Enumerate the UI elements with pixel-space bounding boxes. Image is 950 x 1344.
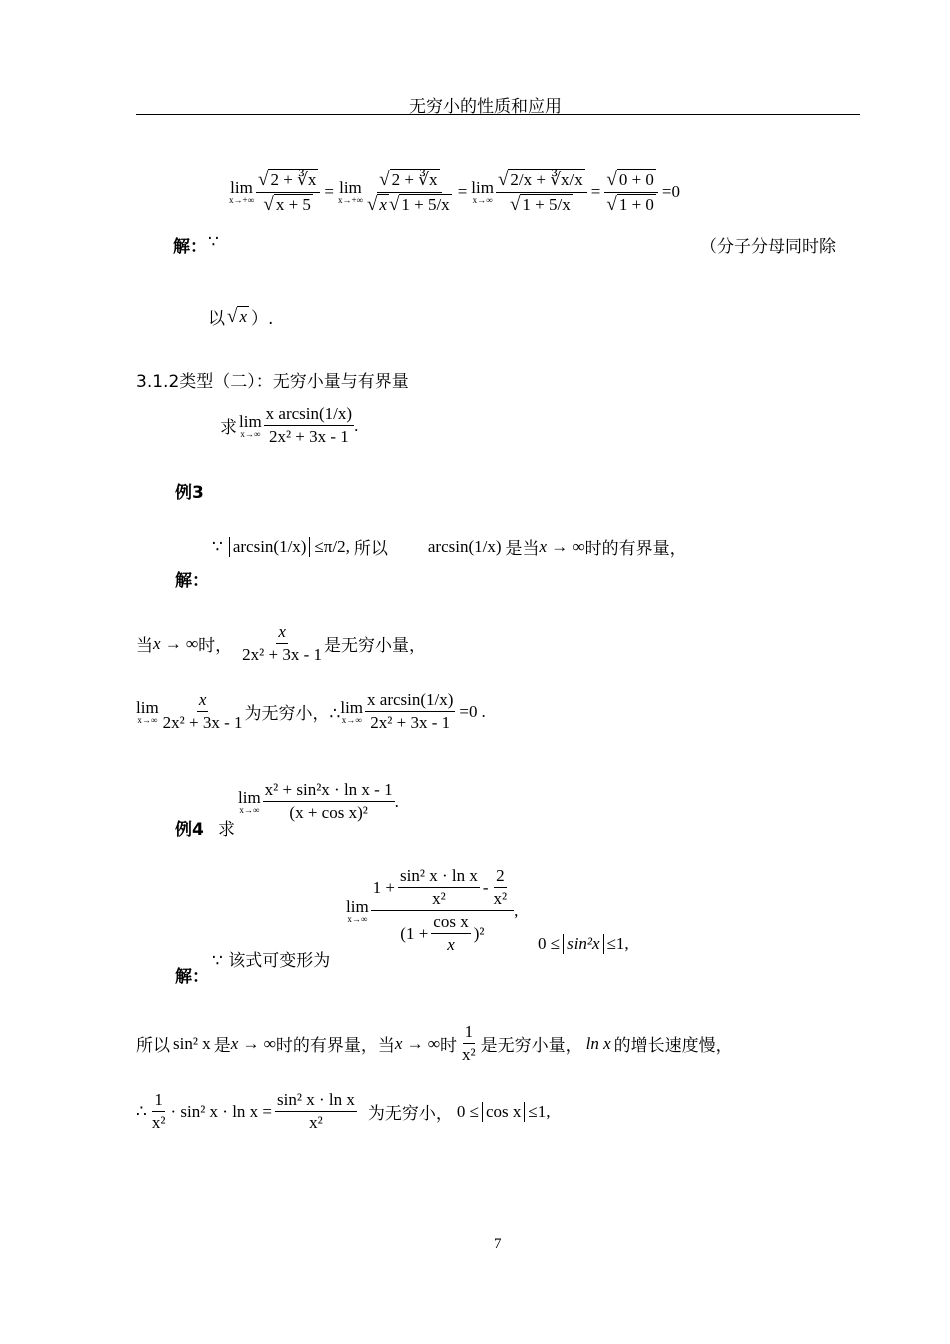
solution2-note-line2: 以 √ x ）. xyxy=(208,305,274,329)
page-number: 7 xyxy=(494,1236,502,1252)
section-title: 3.1.2类型（二）：无穷小量与有界量 xyxy=(136,372,409,392)
solution3-line3: lim x→∞ $\frac{x}{\text{2x² + 3x - 1}}$ 为无穷小，∴ lim x→∞ $\frac{\text{x arcsin(1/x)}}{\text{2x² + 3x - 1}}$ =0 . xyxy=(136,690,486,732)
solution4-inequality: 0 ≤ sin²x ≤1, xyxy=(538,934,629,953)
example4-label: 例4 xyxy=(175,820,204,840)
fraction: $\frac{√ 0 + 0}{√ 1 + 0}$ xyxy=(604,169,658,216)
solution3-line2: 当 x → ∞ 时， $\frac{x}{\text{2x² + 3x - 1}}$ 是无穷小量， xyxy=(136,622,427,664)
solution-label: 解： xyxy=(173,237,207,257)
fraction: $\frac{1}{\text{x²}}$ xyxy=(151,1090,166,1132)
fraction: $\frac{√ 2 + ∛x}{√ x + 5}$ xyxy=(256,169,320,216)
solution4-line3: ∴ $\frac{1}{\text{x²}}$ · sin² x · ln x = $\frac{\text{sin² x · ln x}}{\text{x²}}$ 为无穷小， 0 ≤ cos x ≤1, xyxy=(136,1090,551,1132)
lim-operator: lim x→∞ xyxy=(340,697,364,725)
fraction: $\frac{\text{x arcsin(1/x)}}{\text{2x² + 3x - 1}}$ xyxy=(367,690,454,732)
fraction: $\frac{√ 2/x + ∛x/x}{√ 1 + 5/x}$ xyxy=(496,169,587,216)
lim-operator: lim x→∞ xyxy=(239,411,262,439)
solution4-line2: 所以 sin² x 是 x → ∞ 时的有界量，当 x → ∞ 时 $\frac{1}{\text{x²}}$ 是无穷小量， ln x 的增长速度慢， xyxy=(136,1022,733,1064)
solution4-because: ∵ 该式可变形为 xyxy=(212,951,331,971)
fraction: 1 + $\frac{\text{sin² x · ln x}}{\text{x²}}$ - $\frac{2}{\text{x²}}$ (1 + $\frac{\text{cos x}}{x}$ )² xyxy=(371,866,514,955)
page-header-title: 无穷小的性质和应用 xyxy=(409,97,562,117)
fraction: $\frac{\text{x² + sin²x · ln x - 1}}{\text{(x + cos x)²}}$ xyxy=(264,780,393,822)
solution-label: 解： xyxy=(175,967,209,987)
example4-ask: 求 xyxy=(218,820,235,840)
lim-operator: lim x→∞ xyxy=(471,178,494,205)
fraction: $\frac{\text{x arcsin(1/x)}}{\text{2x² + 3x - 1}}$ xyxy=(265,404,353,446)
solution2-note: （分子分母同时除 xyxy=(700,237,836,257)
example3-formula: 求 lim x→∞ $\frac{\text{x arcsin(1/x)}}{\text{2x² + 3x - 1}}$ . xyxy=(220,404,359,446)
lim-operator: lim x→∞ xyxy=(238,787,261,815)
example4-formula: lim x→∞ $\frac{\text{x² + sin²x · ln x - 1}}{\text{(x + cos x)²}}$ . xyxy=(238,780,399,822)
fraction: $\frac{x}{\text{2x² + 3x - 1}}$ xyxy=(242,622,323,664)
lim-operator: lim x→+∞ xyxy=(337,178,363,205)
fraction: $\frac{\text{sin² x · ln x}}{\text{x²}}$ xyxy=(277,1090,355,1132)
solution4-formula: lim x→∞ 1 + $\frac{\text{sin² x · ln x}}{\text{x²}}$ - $\frac{2}{\text{x²}}$ (1 + $\frac{\text{cos x}}{x}$ )² , xyxy=(346,866,519,954)
lim-operator: lim x→+∞ xyxy=(229,178,254,205)
solution3-line1: ∵ arcsin(1/x) ≤π/2, 所以 arcsin(1/x) 是当 x → ∞ 时的有界量， xyxy=(212,536,687,559)
header-rule xyxy=(136,114,860,115)
solution-label: 解： xyxy=(175,571,209,591)
fraction: $\frac{1}{\text{x²}}$ xyxy=(462,1022,476,1064)
fraction: $\frac{x}{\text{2x² + 3x - 1}}$ xyxy=(162,690,243,732)
fraction: $\frac{√ 2 + ∛x}{√ x √ 1 + 5/x}$ xyxy=(366,168,450,215)
because-symbol: ∵ xyxy=(208,232,219,252)
lim-operator: lim x→∞ xyxy=(346,896,369,924)
solution2-formula: lim x→+∞ $\frac{√ 2 + ∛x}{√ x + 5}$ = lim x→+∞ $\frac{√ 2 + ∛x}{√ x √ 1 + 5/x}$ = lim x→∞ $\frac{√ 2/x + ∛x/x}{√ 1 + 5/x}$ = $\frac{√ 0 + 0}{√ 1 + 0}$ =0 xyxy=(229,168,680,215)
lim-operator: lim x→∞ xyxy=(136,697,159,725)
example3-label: 例3 xyxy=(175,483,204,503)
